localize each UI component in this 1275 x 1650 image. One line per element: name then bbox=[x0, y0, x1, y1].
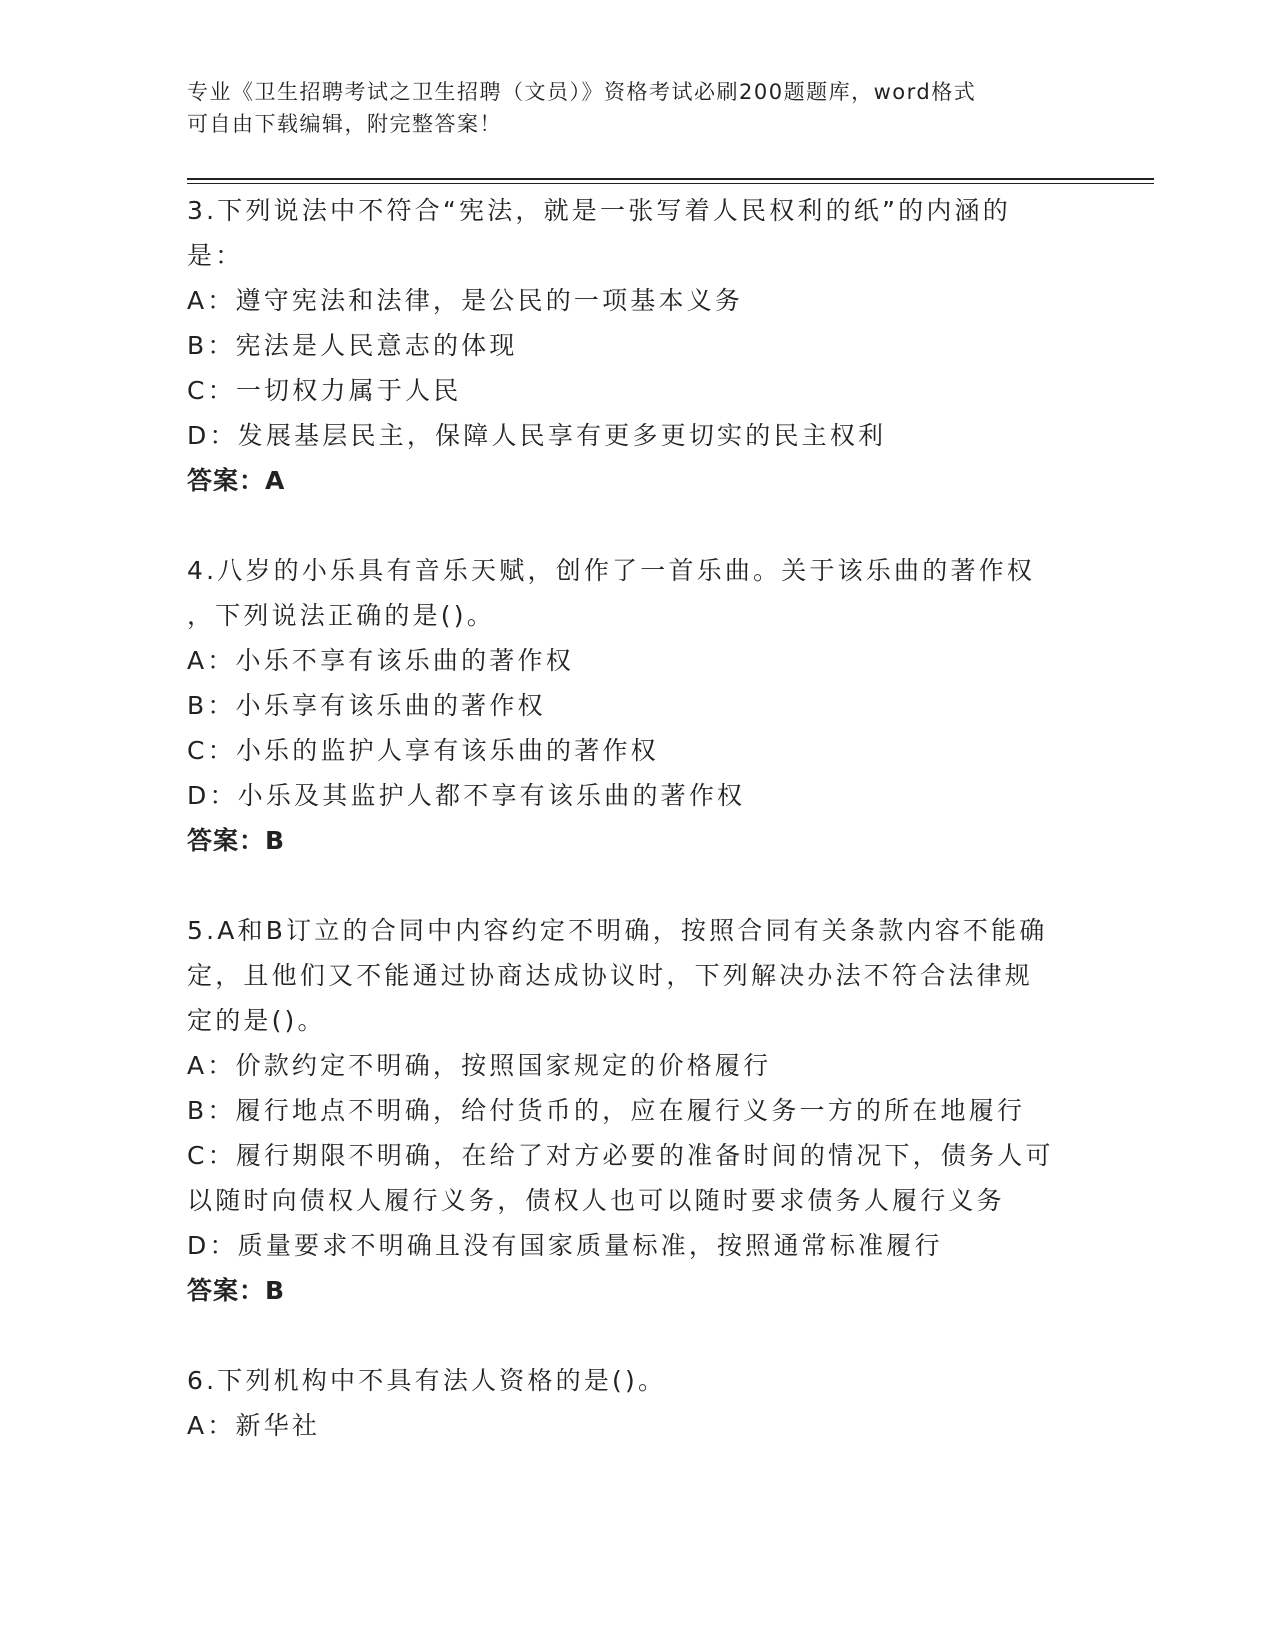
option-a: A：遵守宪法和法律，是公民的一项基本义务 bbox=[187, 286, 744, 315]
question-stem: 3.下列说法中不符合“宪法，就是一张写着人民权利的纸”的内涵的 bbox=[187, 196, 1011, 225]
option-c: C：小乐的监护人享有该乐曲的著作权 bbox=[187, 736, 659, 765]
header-title-line-2: 可自由下载编辑，附完整答案！ bbox=[187, 112, 502, 136]
spacer bbox=[187, 503, 1087, 548]
option-c-continued: 以随时向债权人履行义务，债权人也可以随时要求债务人履行义务 bbox=[187, 1186, 1005, 1215]
option-c: C：一切权力属于人民 bbox=[187, 376, 462, 405]
question-list bbox=[187, 188, 1087, 1448]
option-a: A：小乐不享有该乐曲的著作权 bbox=[187, 646, 574, 675]
option-b: B：宪法是人民意志的体现 bbox=[187, 331, 518, 360]
option-b: B：履行地点不明确，给付货币的，应在履行义务一方的所在地履行 bbox=[187, 1096, 1026, 1125]
answer-label: 答案：B bbox=[187, 1276, 286, 1305]
header-title-line-1: 专业《卫生招聘考试之卫生招聘（文员）》资格考试必刷200题题库，word格式 bbox=[187, 80, 977, 104]
spacer bbox=[187, 863, 1087, 908]
option-c: C：履行期限不明确，在给了对方必要的准备时间的情况下，债务人可 bbox=[187, 1141, 1054, 1170]
option-a: A：新华社 bbox=[187, 1411, 321, 1440]
question-4 bbox=[187, 548, 1087, 863]
header-divider bbox=[187, 178, 1154, 184]
option-d: D：质量要求不明确且没有国家质量标准，按照通常标准履行 bbox=[187, 1231, 943, 1260]
answer-label: 答案：B bbox=[187, 826, 286, 855]
question-3 bbox=[187, 188, 1087, 503]
question-stem: 是： bbox=[187, 241, 244, 270]
page-header bbox=[187, 76, 1087, 140]
option-d: D：小乐及其监护人都不享有该乐曲的著作权 bbox=[187, 781, 746, 810]
question-stem: 5.A和B订立的合同中内容约定不明确，按照合同有关条款内容不能确 bbox=[187, 916, 1048, 945]
question-stem: 定的是()。 bbox=[187, 1006, 326, 1035]
question-6 bbox=[187, 1358, 1087, 1448]
answer-label: 答案：A bbox=[187, 466, 286, 495]
question-stem: ，下列说法正确的是()。 bbox=[187, 601, 495, 630]
option-a: A：价款约定不明确，按照国家规定的价格履行 bbox=[187, 1051, 772, 1080]
question-stem: 4.八岁的小乐具有音乐天赋，创作了一首乐曲。关于该乐曲的著作权 bbox=[187, 556, 1036, 585]
question-stem: 定，且他们又不能通过协商达成协议时，下列解决办法不符合法律规 bbox=[187, 961, 1034, 990]
question-5 bbox=[187, 908, 1087, 1313]
option-d: D：发展基层民主，保障人民享有更多更切实的民主权利 bbox=[187, 421, 887, 450]
question-stem: 6.下列机构中不具有法人资格的是()。 bbox=[187, 1366, 667, 1395]
option-b: B：小乐享有该乐曲的著作权 bbox=[187, 691, 546, 720]
spacer bbox=[187, 1313, 1087, 1358]
